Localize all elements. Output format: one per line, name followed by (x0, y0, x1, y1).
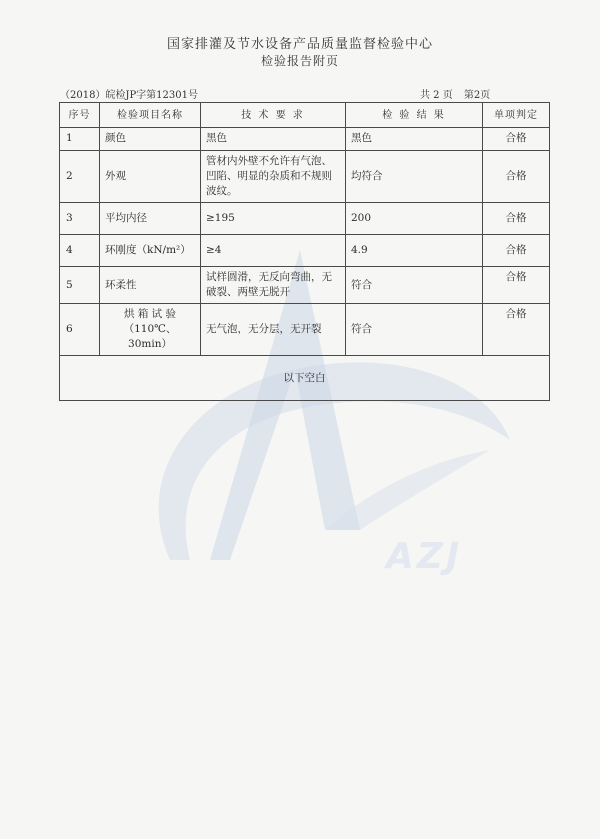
row-verdict: 合格 (483, 151, 550, 203)
table-row (60, 128, 550, 151)
row-result: 4.9 (346, 235, 483, 267)
row-requirement: 试样圆滑，无反向弯曲，无破裂、两壁无脱开 (201, 267, 346, 304)
row-result: 均符合 (346, 151, 483, 203)
row-item: 外观 (100, 151, 201, 203)
page-total: 共 2 页 (420, 90, 453, 101)
row-no: 4 (60, 235, 100, 267)
row-requirement: ≥4 (201, 235, 346, 267)
table-row (60, 151, 550, 203)
row-item: 环刚度（kN/m²） (100, 235, 201, 267)
row-verdict: 合格 (483, 235, 550, 267)
row-no: 2 (60, 151, 100, 203)
table-row (60, 304, 550, 356)
row-requirement: 无气泡，无分层，无开裂 (201, 304, 346, 356)
row-result: 黑色 (346, 128, 483, 151)
page-current: 第2页 (463, 90, 491, 101)
header-requirement: 技 术 要 求 (201, 103, 346, 128)
row-item: 颜色 (100, 128, 201, 151)
row-no: 5 (60, 267, 100, 304)
table-footer-row (60, 356, 550, 401)
row-verdict: 合格 (483, 267, 550, 304)
row-requirement: 黑色 (201, 128, 346, 151)
row-no: 6 (60, 304, 100, 356)
row-result: 符合 (346, 304, 483, 356)
row-result: 符合 (346, 267, 483, 304)
row-requirement: 管材内外壁不允许有气泡、凹陷、明显的杂质和不规则波纹。 (201, 151, 346, 203)
row-verdict: 合格 (483, 203, 550, 235)
header-item: 检验项目名称 (100, 103, 201, 128)
row-verdict: 合格 (483, 304, 550, 356)
page-subtitle: 检验报告附页 (260, 54, 339, 68)
row-verdict: 合格 (483, 128, 550, 151)
table-row (60, 235, 550, 267)
row-item: 平均内径 (100, 203, 201, 235)
blank-note: 以下空白 (60, 356, 550, 401)
row-result: 200 (346, 203, 483, 235)
row-no: 1 (60, 128, 100, 151)
table-header-row (60, 103, 550, 128)
header-result: 检 验 结 果 (346, 103, 483, 128)
row-item: 环柔性 (100, 267, 201, 304)
row-item: 烘 箱 试 验（110℃、30min） (100, 304, 201, 356)
report-number: （2018）皖检JP字第12301号 (60, 90, 198, 101)
table-row (60, 267, 550, 304)
results-table (59, 102, 550, 401)
row-requirement: ≥195 (201, 203, 346, 235)
header-no: 序号 (60, 103, 100, 128)
table-row (60, 203, 550, 235)
header-verdict: 单项判定 (483, 103, 550, 128)
watermark-text: AZJ (386, 536, 463, 577)
row-no: 3 (60, 203, 100, 235)
page-indicator (420, 86, 498, 101)
page-title: 国家排灌及节水设备产品质量监督检验中心 (166, 37, 433, 52)
